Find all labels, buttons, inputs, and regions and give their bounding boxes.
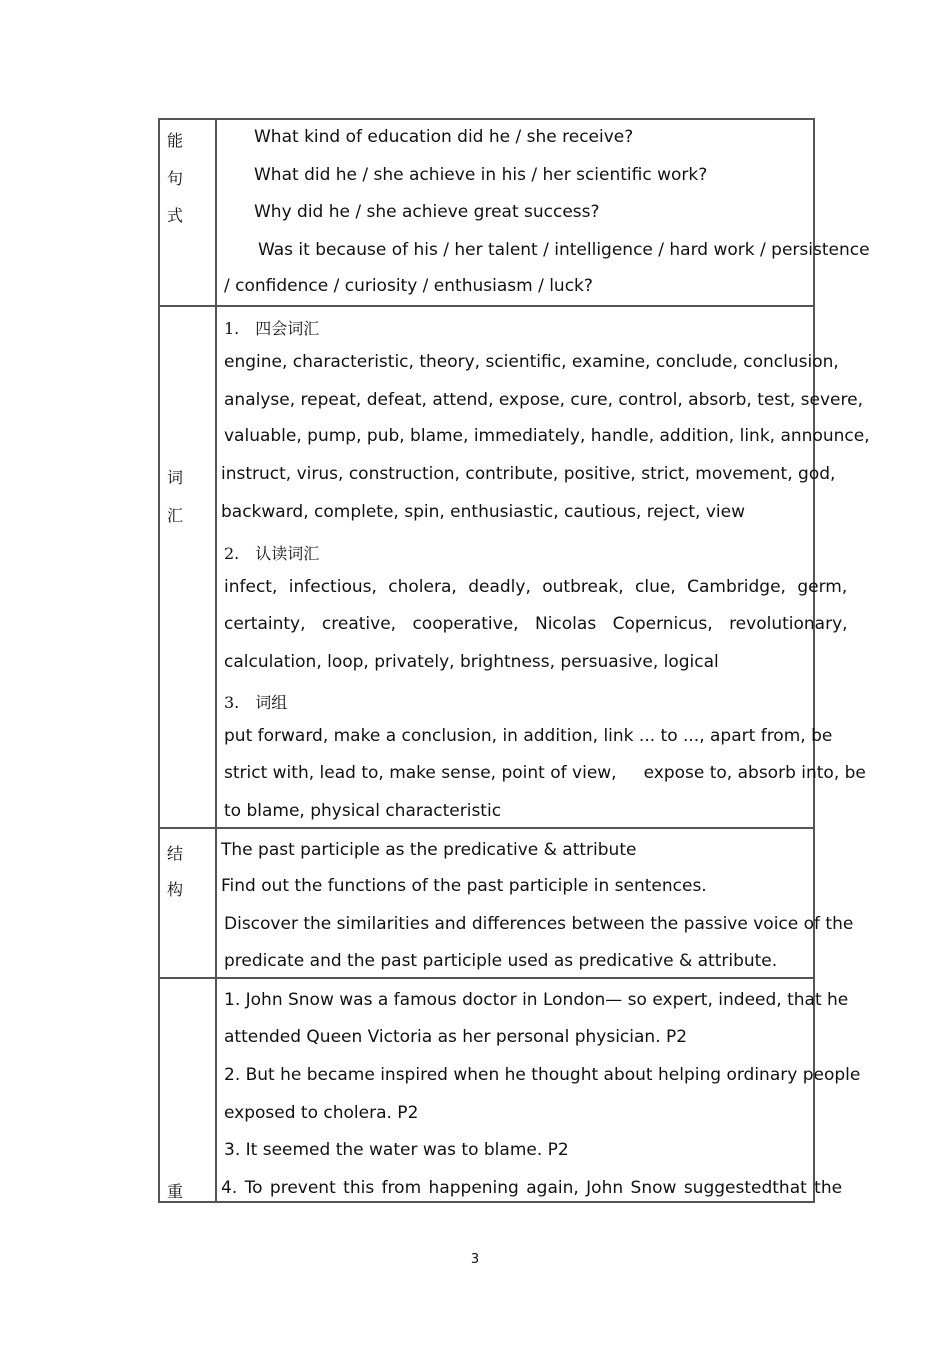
label-char: 汇 [167, 506, 184, 525]
label-char: 重 [167, 1182, 184, 1201]
label-char: 词 [167, 468, 184, 487]
key-point-line: 2. But he became inspired when he thought about helping ordinary people [224, 1065, 861, 1085]
vocab-line: valuable, pump, pub, blame, immediately, handle, addition, link, announce, [224, 426, 870, 446]
key-point-line: 1. John Snow was a famous doctor in London— so expert, indeed, that he [224, 990, 849, 1010]
vocab-line: calculation, loop, privately, brightness, persuasive, logical [224, 652, 719, 672]
structure-line: predicate and the past participle used as predicative & attribute. [224, 951, 778, 971]
phrase-line: to blame, physical characteristic [224, 801, 502, 821]
phrase-line: strict with, lead to, make sense, point of view, expose to, absorb into, be [224, 763, 866, 783]
row-separator [158, 827, 815, 829]
structure-line: The past participle as the predicative & attribute [221, 840, 637, 860]
sentence-line: / confidence / curiosity / enthusiasm / luck? [224, 276, 593, 296]
label-char: 句 [167, 169, 184, 188]
table-border-divider [215, 118, 217, 1202]
label-char: 构 [167, 880, 184, 899]
row-separator [158, 977, 815, 979]
phrase-line: put forward, make a conclusion, in addition, link ... to ..., apart from, be [224, 726, 833, 746]
table-border-bottom [158, 1201, 815, 1203]
vocab-heading-active: 1. 四会词汇 [224, 319, 320, 338]
key-point-line: attended Queen Victoria as her personal physician. P2 [224, 1027, 688, 1047]
vocab-line: backward, complete, spin, enthusiastic, cautious, reject, view [221, 502, 746, 522]
sentence-line: Was it because of his / her talent / intelligence / hard work / persistence [258, 240, 870, 260]
vocab-line: instruct, virus, construction, contribute, positive, strict, movement, god, [221, 464, 836, 484]
vocab-line: analyse, repeat, defeat, attend, expose, cure, control, absorb, test, severe, [224, 390, 863, 410]
table-border-top [158, 118, 815, 120]
vocab-heading-recognize: 2. 认读词汇 [224, 544, 320, 563]
vocab-line: engine, characteristic, theory, scientific, examine, conclude, conclusion, [224, 352, 839, 372]
page-number: 3 [470, 1252, 480, 1267]
key-point-line: 3. It seemed the water was to blame. P2 [224, 1140, 569, 1160]
label-char: 式 [167, 206, 184, 225]
structure-line: Discover the similarities and differences between the passive voice of the [224, 914, 854, 934]
label-char: 结 [167, 844, 184, 863]
vocab-line: infect, infectious, cholera, deadly, outbreak, clue, Cambridge, germ, [224, 577, 848, 597]
sentence-line: What did he / she achieve in his / her scientific work? [254, 165, 708, 185]
sentence-line: What kind of education did he / she receive? [254, 127, 634, 147]
key-point-line: 4. To prevent this from happening again, John Snow suggestedthat the [221, 1178, 843, 1198]
table-border-left [158, 118, 160, 1202]
label-char: 能 [167, 131, 184, 150]
row-separator [158, 305, 815, 307]
vocab-heading-phrases: 3. 词组 [224, 693, 288, 712]
key-point-line: exposed to cholera. P2 [224, 1103, 419, 1123]
sentence-line: Why did he / she achieve great success? [254, 202, 600, 222]
vocab-line: certainty, creative, cooperative, Nicolas Copernicus, revolutionary, [224, 614, 848, 634]
structure-line: Find out the functions of the past participle in sentences. [221, 876, 707, 896]
table-border-right [813, 118, 815, 1202]
